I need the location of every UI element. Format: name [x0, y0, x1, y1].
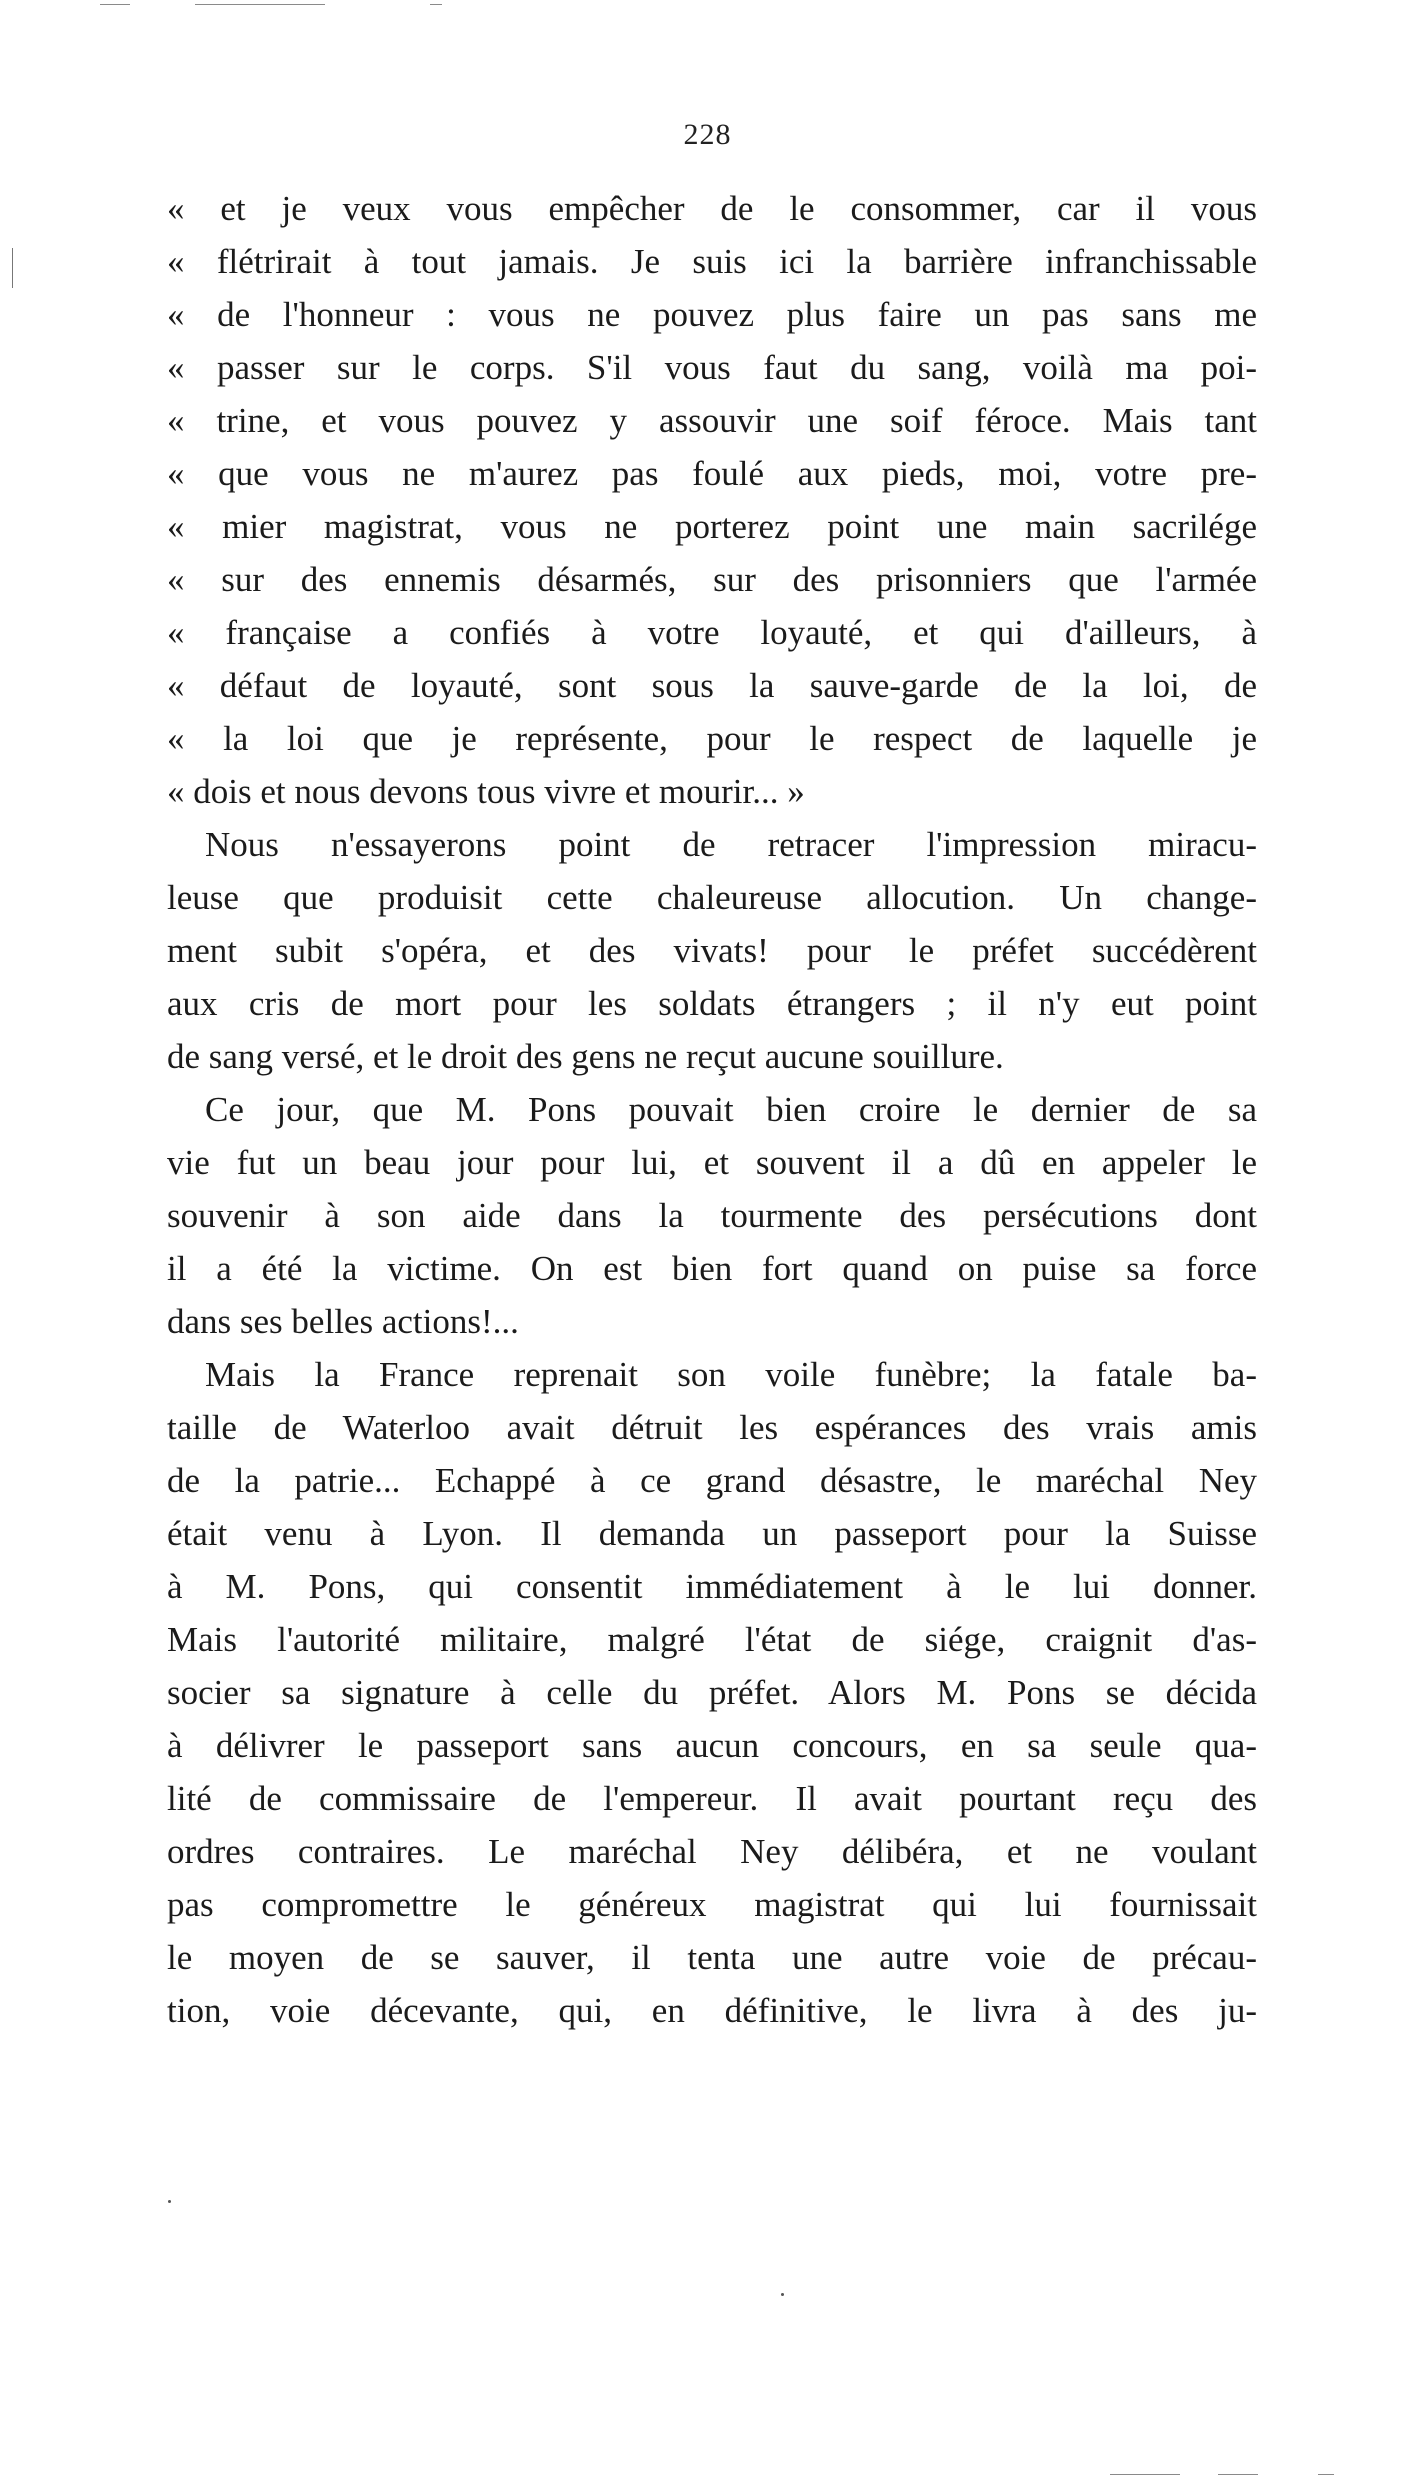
text-line: lité de commissaire de l'empereur. Il avait pourtant reçu des	[167, 1779, 1257, 1818]
body-text	[167, 182, 1257, 2037]
text-line: pas compromettre le généreux magistrat qui lui fournissait	[167, 1885, 1257, 1924]
text-line: « trine, et vous pouvez y assouvir une soif féroce. Mais tant	[167, 401, 1257, 440]
text-line: leuse que produisit cette chaleureuse allocution. Un change-	[167, 878, 1257, 917]
text-line: le moyen de se sauver, il tenta une autre voie de précau-	[167, 1938, 1257, 1977]
text-line: socier sa signature à celle du préfet. Alors M. Pons se décida	[167, 1673, 1257, 1712]
text-line: « sur des ennemis désarmés, sur des prisonniers que l'armée	[167, 560, 1257, 599]
text-line: « passer sur le corps. S'il vous faut du sang, voilà ma poi-	[167, 348, 1257, 387]
scan-mark-top-right	[430, 4, 442, 5]
text-line: « et je veux vous empêcher de le consommer, car il vous	[167, 189, 1257, 228]
text-line: « de l'honneur : vous ne pouvez plus faire un pas sans me	[167, 295, 1257, 334]
text-line: « défaut de loyauté, sont sous la sauve-garde de la loi, de	[167, 666, 1257, 705]
text-line: à M. Pons, qui consentit immédiatement à le lui donner.	[167, 1567, 1257, 1606]
text-line: « mier magistrat, vous ne porterez point une main sacrilége	[167, 507, 1257, 546]
text-line: ordres contraires. Le maréchal Ney délibéra, et ne voulant	[167, 1832, 1257, 1871]
text-line: vie fut un beau jour pour lui, et souvent il a dû en appeler le	[167, 1143, 1257, 1182]
text-line: Mais l'autorité militaire, malgré l'état de siége, craignit d'as-	[167, 1620, 1257, 1659]
scan-mark-bottom-right-3	[1318, 2474, 1334, 2475]
text-line: à délivrer le passeport sans aucun concours, en sa seule qua-	[167, 1726, 1257, 1765]
text-line: Mais la France reprenait son voile funèbre; la fatale ba-	[205, 1355, 1257, 1394]
scan-mark-bottom-right-1	[1110, 2474, 1180, 2475]
text-line: taille de Waterloo avait détruit les espérances des vrais amis	[167, 1408, 1257, 1447]
text-line: de la patrie... Echappé à ce grand désastre, le maréchal Ney	[167, 1461, 1257, 1500]
text-line: Ce jour, que M. Pons pouvait bien croire le dernier de sa	[205, 1090, 1257, 1129]
stray-dot-center	[781, 2293, 784, 2296]
text-line: tion, voie décevante, qui, en définitive, le livra à des ju-	[167, 1991, 1257, 2030]
text-line: Nous n'essayerons point de retracer l'impression miracu-	[205, 825, 1257, 864]
text-line: dans ses belles actions!...	[167, 1302, 519, 1341]
text-line: il a été la victime. On est bien fort quand on puise sa force	[167, 1249, 1257, 1288]
text-line: ment subit s'opéra, et des vivats! pour le préfet succédèrent	[167, 931, 1257, 970]
text-line: était venu à Lyon. Il demanda un passeport pour la Suisse	[167, 1514, 1257, 1553]
text-line: « dois et nous devons tous vivre et mourir... »	[167, 772, 805, 811]
text-line: « flétrirait à tout jamais. Je suis ici la barrière infranchissable	[167, 242, 1257, 281]
scan-mark-top-center	[195, 4, 325, 5]
text-line: de sang versé, et le droit des gens ne reçut aucune souillure.	[167, 1037, 1004, 1076]
scan-mark-top-left	[100, 4, 130, 5]
text-line: aux cris de mort pour les soldats étrangers ; il n'y eut point	[167, 984, 1257, 1023]
page-number: 228	[683, 118, 732, 151]
text-line: souvenir à son aide dans la tourmente des persécutions dont	[167, 1196, 1257, 1235]
stray-dot-left	[168, 2200, 171, 2203]
text-line: « française a confiés à votre loyauté, et qui d'ailleurs, à	[167, 613, 1257, 652]
scan-mark-left-edge	[12, 248, 13, 288]
text-line: « que vous ne m'aurez pas foulé aux pieds, moi, votre pre-	[167, 454, 1257, 493]
scan-mark-bottom-right-2	[1218, 2474, 1258, 2475]
text-line: « la loi que je représente, pour le respect de laquelle je	[167, 719, 1257, 758]
